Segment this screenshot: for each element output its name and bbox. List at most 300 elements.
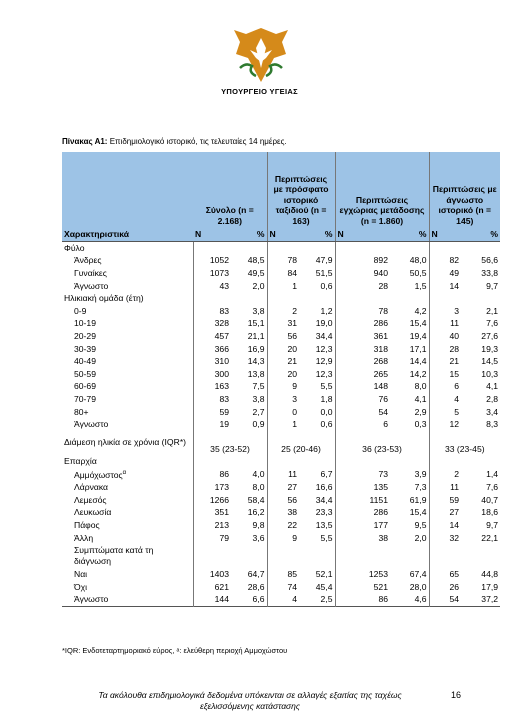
- empty-cell: [429, 455, 461, 468]
- empty-cell: [267, 544, 299, 568]
- empty-cell: [335, 455, 390, 468]
- count-cell: 59: [193, 405, 231, 418]
- n-header: N: [335, 228, 390, 241]
- header-travel: Περιπτώσεις με πρόσφατο ιστορικό ταξιδιού (n = 163): [267, 152, 335, 228]
- count-cell: 73: [335, 467, 390, 481]
- table-header-row: [62, 152, 500, 228]
- row-label-text: 40-49: [74, 356, 96, 367]
- row-label: [62, 267, 193, 280]
- percent-cell: 0,6: [320, 280, 333, 291]
- percent-cell: 4,1: [414, 394, 427, 405]
- count-cell: 361: [335, 330, 390, 343]
- percent-cell: 2,9: [414, 406, 427, 417]
- table-row: [62, 467, 500, 481]
- percent-cell: 13,8: [247, 368, 265, 379]
- table-body: [62, 241, 500, 606]
- count-cell: 79: [193, 531, 231, 544]
- count-cell: 21: [267, 355, 299, 368]
- empty-cell: [461, 544, 500, 568]
- pct-header: %: [299, 228, 335, 241]
- count-cell: 621: [193, 581, 231, 594]
- count-cell: 1: [267, 418, 299, 431]
- table-row: [62, 519, 500, 532]
- count-cell: 40: [429, 330, 461, 343]
- empty-cell: [231, 455, 267, 468]
- percent-cell: 64,7: [247, 569, 265, 580]
- percent-cell: 15,1: [247, 318, 265, 329]
- table-row: [62, 581, 500, 594]
- count-cell: 38: [335, 531, 390, 544]
- coat-of-arms-logo: [226, 24, 296, 86]
- table-row: [62, 305, 500, 318]
- percent-cell: 14,3: [247, 356, 265, 367]
- row-label-text: Άγνωστο: [74, 419, 109, 430]
- table-row: [62, 405, 500, 418]
- percent-cell: 51,5: [315, 268, 333, 279]
- count-cell: 56: [267, 494, 299, 507]
- count-cell: 213: [193, 519, 231, 532]
- count-cell: 310: [193, 355, 231, 368]
- count-cell: 11: [429, 481, 461, 494]
- count-cell: 940: [335, 267, 390, 280]
- percent-cell: 12,3: [315, 368, 333, 379]
- percent-cell: 9,5: [414, 520, 427, 531]
- count-cell: 54: [429, 593, 461, 606]
- count-cell: 27: [267, 481, 299, 494]
- count-cell: 20: [267, 342, 299, 355]
- row-label-text: Αμμόχωστος: [74, 469, 123, 480]
- table-row: [62, 544, 500, 568]
- empty-cell: [231, 544, 267, 568]
- percent-cell: 18,6: [481, 507, 499, 518]
- row-label: [62, 355, 193, 368]
- median-value: 25 (20-46): [267, 431, 335, 455]
- row-label-text: Άνδρες: [74, 255, 102, 266]
- count-cell: 4: [429, 393, 461, 406]
- caption-text: Επιδημιολογικό ιστορικό, τις τελευταίες 14 ημέρες.: [107, 137, 287, 146]
- count-cell: 328: [193, 317, 231, 330]
- percent-cell: 50,5: [409, 268, 427, 279]
- empty-cell: [267, 241, 299, 254]
- row-label: [62, 305, 193, 318]
- percent-cell: 8,0: [414, 381, 427, 392]
- row-label-text: 60-69: [74, 381, 96, 392]
- n-header: N: [193, 228, 231, 241]
- percent-cell: 0,6: [320, 419, 333, 430]
- row-label: [62, 531, 193, 544]
- count-cell: 1052: [193, 254, 231, 267]
- row-label: [62, 279, 193, 292]
- row-label-text: 30-39: [74, 343, 96, 354]
- row-label: [62, 418, 193, 431]
- row-label: [62, 519, 193, 532]
- row-label-text: Λευκωσία: [74, 507, 112, 518]
- count-cell: 82: [429, 254, 461, 267]
- empty-cell: [335, 241, 390, 254]
- percent-cell: 16,9: [247, 343, 265, 354]
- percent-cell: 22,1: [481, 532, 499, 543]
- percent-cell: 45,4: [315, 581, 333, 592]
- section-label: Επαρχία: [64, 455, 97, 466]
- count-cell: 9: [267, 531, 299, 544]
- empty-cell: [390, 544, 429, 568]
- count-cell: 22: [267, 519, 299, 532]
- table-row: [62, 342, 500, 355]
- percent-cell: 9,8: [252, 520, 265, 531]
- row-label: [62, 405, 193, 418]
- percent-cell: 19,0: [315, 318, 333, 329]
- percent-cell: 48,0: [409, 255, 427, 266]
- table-row: [62, 330, 500, 343]
- count-cell: 38: [267, 506, 299, 519]
- percent-cell: 9,7: [486, 280, 499, 291]
- caption-label: Πίνακας Α1:: [62, 137, 108, 146]
- row-label-text: 20-29: [74, 331, 96, 342]
- percent-cell: 0,0: [320, 406, 333, 417]
- count-cell: 1266: [193, 494, 231, 507]
- percent-cell: 12,3: [315, 343, 333, 354]
- percent-cell: 6,7: [320, 469, 333, 480]
- table-row: [62, 431, 500, 455]
- percent-cell: 8,3: [486, 419, 499, 430]
- count-cell: 286: [335, 317, 390, 330]
- percent-cell: 49,5: [247, 268, 265, 279]
- count-cell: 27: [429, 506, 461, 519]
- count-cell: 65: [429, 568, 461, 581]
- row-label-text: 0-9: [74, 305, 87, 316]
- percent-cell: 5,5: [320, 532, 333, 543]
- percent-cell: 2,7: [252, 406, 265, 417]
- percent-cell: 1,2: [320, 305, 333, 316]
- empty-cell: [461, 455, 500, 468]
- percent-cell: 3,8: [252, 305, 265, 316]
- count-cell: 1253: [335, 568, 390, 581]
- percent-cell: 33,8: [481, 268, 499, 279]
- empty-cell: [299, 544, 335, 568]
- table-row: [62, 254, 500, 267]
- empty-cell: [390, 292, 429, 305]
- row-label: [62, 380, 193, 393]
- percent-cell: 17,9: [481, 581, 499, 592]
- median-value: 33 (23-45): [429, 431, 500, 455]
- percent-cell: 13,5: [315, 520, 333, 531]
- table-row: [62, 292, 500, 305]
- percent-cell: 2,1: [486, 305, 499, 316]
- count-cell: 1151: [335, 494, 390, 507]
- count-cell: 177: [335, 519, 390, 532]
- percent-cell: 3,6: [252, 532, 265, 543]
- percent-cell: 7,6: [486, 318, 499, 329]
- table-row: [62, 267, 500, 280]
- count-cell: 4: [267, 593, 299, 606]
- count-cell: 148: [335, 380, 390, 393]
- count-cell: 135: [335, 481, 390, 494]
- percent-cell: 2,0: [252, 280, 265, 291]
- table-row: [62, 568, 500, 581]
- empty-cell: [299, 292, 335, 305]
- percent-cell: 19,3: [481, 343, 499, 354]
- count-cell: 521: [335, 581, 390, 594]
- count-cell: 20: [267, 368, 299, 381]
- row-label: [62, 342, 193, 355]
- row-label-text: Άγνωστο: [74, 594, 109, 605]
- row-label-text: Όχι: [74, 581, 88, 592]
- header-local: Περιπτώσεις εγχώριας μετάδοσης (n = 1.860): [335, 152, 429, 228]
- section-label: Ηλικιακή ομάδα (έτη): [64, 293, 144, 304]
- empty-cell: [299, 241, 335, 254]
- percent-cell: 3,8: [252, 394, 265, 405]
- percent-cell: 7,5: [252, 381, 265, 392]
- pct-header: %: [231, 228, 267, 241]
- percent-cell: 28,0: [409, 581, 427, 592]
- row-label: [62, 330, 193, 343]
- count-cell: 49: [429, 267, 461, 280]
- percent-cell: 15,4: [409, 318, 427, 329]
- row-label: [62, 494, 193, 507]
- pct-header: %: [461, 228, 500, 241]
- count-cell: 74: [267, 581, 299, 594]
- percent-cell: 1,8: [320, 394, 333, 405]
- table-row: [62, 355, 500, 368]
- ministry-name: ΥΠΟΥΡΓΕΙΟ ΥΓΕΙΑΣ: [221, 87, 298, 96]
- percent-cell: 2,0: [414, 532, 427, 543]
- count-cell: 78: [267, 254, 299, 267]
- empty-cell: [193, 292, 231, 305]
- percent-cell: 1,4: [486, 469, 499, 480]
- table-row: [62, 593, 500, 606]
- header-unknown: Περιπτώσεις με άγνωστο ιστορικό (n = 145): [429, 152, 500, 228]
- percent-cell: 15,4: [409, 507, 427, 518]
- percent-cell: 56,6: [481, 255, 499, 266]
- row-label-text: Ναι: [74, 569, 88, 580]
- empty-cell: [461, 241, 500, 254]
- count-cell: 28: [335, 279, 390, 292]
- count-cell: 9: [267, 380, 299, 393]
- percent-cell: 47,9: [315, 255, 333, 266]
- empty-cell: [299, 455, 335, 468]
- median-value: 35 (23-52): [193, 431, 267, 455]
- count-cell: 83: [193, 393, 231, 406]
- percent-cell: 67,4: [409, 569, 427, 580]
- count-cell: 300: [193, 368, 231, 381]
- empty-cell: [335, 292, 390, 305]
- percent-cell: 34,4: [315, 494, 333, 505]
- count-cell: 1073: [193, 267, 231, 280]
- table-row: [62, 418, 500, 431]
- count-cell: 3: [429, 305, 461, 318]
- count-cell: 457: [193, 330, 231, 343]
- percent-cell: 4,1: [486, 381, 499, 392]
- count-cell: 54: [335, 405, 390, 418]
- count-cell: 84: [267, 267, 299, 280]
- count-cell: 2: [267, 305, 299, 318]
- table-row: [62, 380, 500, 393]
- count-cell: 1403: [193, 568, 231, 581]
- percent-cell: 9,7: [486, 520, 499, 531]
- count-cell: 83: [193, 305, 231, 318]
- table-row: [62, 368, 500, 381]
- percent-cell: 4,2: [414, 305, 427, 316]
- row-label: [62, 467, 193, 481]
- empty-cell: [429, 544, 461, 568]
- empty-cell: [193, 455, 231, 468]
- count-cell: 14: [429, 519, 461, 532]
- percent-cell: 4,0: [252, 469, 265, 480]
- empty-cell: [231, 241, 267, 254]
- count-cell: 76: [335, 393, 390, 406]
- percent-cell: 2,5: [320, 594, 333, 605]
- count-cell: 286: [335, 506, 390, 519]
- count-cell: 3: [267, 393, 299, 406]
- count-cell: 14: [429, 279, 461, 292]
- percent-cell: 0,9: [252, 419, 265, 430]
- count-cell: 15: [429, 368, 461, 381]
- n-header: N: [429, 228, 461, 241]
- table-row: [62, 494, 500, 507]
- median-value: 36 (23-53): [335, 431, 429, 455]
- row-label: [62, 481, 193, 494]
- row-label-text: Λεμεσός: [74, 494, 107, 505]
- row-label: [62, 506, 193, 519]
- count-cell: 26: [429, 581, 461, 594]
- empty-cell: [429, 292, 461, 305]
- count-cell: 366: [193, 342, 231, 355]
- table-row: [62, 481, 500, 494]
- count-cell: 85: [267, 568, 299, 581]
- row-label-text: 50-59: [74, 368, 96, 379]
- percent-cell: 52,1: [315, 569, 333, 580]
- row-label-text: Άγνωστο: [74, 280, 109, 291]
- table-row: [62, 455, 500, 468]
- percent-cell: 17,1: [409, 343, 427, 354]
- characteristics-header: Χαρακτηριστικά: [62, 228, 193, 241]
- count-cell: 28: [429, 342, 461, 355]
- table-row: [62, 531, 500, 544]
- percent-cell: 16,6: [315, 482, 333, 493]
- table-row: [62, 241, 500, 254]
- header-total: Σύνολο (n = 2.168): [193, 152, 267, 228]
- percent-cell: 3,9: [414, 469, 427, 480]
- percent-cell: 19,4: [409, 331, 427, 342]
- count-cell: 78: [335, 305, 390, 318]
- page-number: 16: [451, 690, 462, 700]
- empty-cell: [390, 241, 429, 254]
- count-cell: 86: [193, 467, 231, 481]
- count-cell: 265: [335, 368, 390, 381]
- bottom-note: Τα ακόλουθα επιδημιολογικά δεδομένα υπόκεινται σε αλλαγές εξαιτίας της ταχέως εξελισσόμενης κατάστασης: [98, 690, 402, 711]
- count-cell: 0: [267, 405, 299, 418]
- empty-cell: [429, 241, 461, 254]
- count-cell: 892: [335, 254, 390, 267]
- row-label: [62, 593, 193, 606]
- count-cell: 31: [267, 317, 299, 330]
- table-row: [62, 317, 500, 330]
- percent-cell: 5,5: [320, 381, 333, 392]
- pct-header: %: [390, 228, 429, 241]
- count-cell: 2: [429, 467, 461, 481]
- row-label: [62, 254, 193, 267]
- percent-cell: 23,3: [315, 507, 333, 518]
- count-cell: 11: [267, 467, 299, 481]
- table-row: [62, 393, 500, 406]
- percent-cell: 4,6: [414, 594, 427, 605]
- row-label-text: Πάφος: [74, 520, 100, 531]
- percent-cell: 21,1: [247, 331, 265, 342]
- row-label: [62, 581, 193, 594]
- row-label-text: 80+: [74, 406, 89, 417]
- table-row: [62, 506, 500, 519]
- count-cell: 144: [193, 593, 231, 606]
- table-subheader-row: [62, 228, 500, 241]
- percent-cell: 16,2: [247, 507, 265, 518]
- count-cell: 351: [193, 506, 231, 519]
- percent-cell: 44,8: [481, 569, 499, 580]
- percent-cell: 7,3: [414, 482, 427, 493]
- percent-cell: 40,7: [481, 494, 499, 505]
- count-cell: 11: [429, 317, 461, 330]
- footnote-marker: α: [122, 470, 127, 477]
- row-label: [62, 393, 193, 406]
- table-row: [62, 279, 500, 292]
- row-label: [62, 368, 193, 381]
- count-cell: 21: [429, 355, 461, 368]
- count-cell: 32: [429, 531, 461, 544]
- count-cell: 86: [335, 593, 390, 606]
- empty-cell: [231, 292, 267, 305]
- percent-cell: 14,4: [409, 356, 427, 367]
- row-label: [62, 568, 193, 581]
- count-cell: 318: [335, 342, 390, 355]
- percent-cell: 3,4: [486, 406, 499, 417]
- count-cell: 1: [267, 279, 299, 292]
- percent-cell: 7,6: [486, 482, 499, 493]
- percent-cell: 6,6: [252, 594, 265, 605]
- percent-cell: 28,6: [247, 581, 265, 592]
- count-cell: 6: [429, 380, 461, 393]
- percent-cell: 34,4: [315, 331, 333, 342]
- epidemiology-table: [62, 152, 500, 607]
- percent-cell: 10,3: [481, 368, 499, 379]
- count-cell: 5: [429, 405, 461, 418]
- row-label-text: Λάρνακα: [74, 482, 109, 493]
- count-cell: 19: [193, 418, 231, 431]
- table-caption: [62, 137, 287, 146]
- row-label-text: 10-19: [74, 318, 96, 329]
- percent-cell: 0,3: [414, 419, 427, 430]
- row-label-text: Γυναίκες: [74, 268, 107, 279]
- empty-cell: [267, 455, 299, 468]
- percent-cell: 8,0: [252, 482, 265, 493]
- row-label-text: Άλλη: [74, 532, 94, 543]
- percent-cell: 2,8: [486, 394, 499, 405]
- percent-cell: 14,2: [409, 368, 427, 379]
- row-label: [62, 317, 193, 330]
- percent-cell: 61,9: [409, 494, 427, 505]
- percent-cell: 58,4: [247, 494, 265, 505]
- count-cell: 56: [267, 330, 299, 343]
- section-label: Φύλο: [64, 242, 85, 253]
- count-cell: 163: [193, 380, 231, 393]
- percent-cell: 27,6: [481, 331, 499, 342]
- footnote: *IQR: Ενδοτεταρτημοριακό εύρος, ᵃ: ελεύθερη περιοχή Αμμοχώστου: [62, 646, 288, 655]
- empty-cell: [193, 241, 231, 254]
- count-cell: 12: [429, 418, 461, 431]
- row-label: Διάμεση ηλικία σε χρόνια (IQR*): [64, 437, 187, 447]
- section-label: Συμπτώματα κατά τη διάγνωση: [74, 544, 154, 566]
- empty-cell: [390, 455, 429, 468]
- count-cell: 268: [335, 355, 390, 368]
- percent-cell: 1,5: [414, 280, 427, 291]
